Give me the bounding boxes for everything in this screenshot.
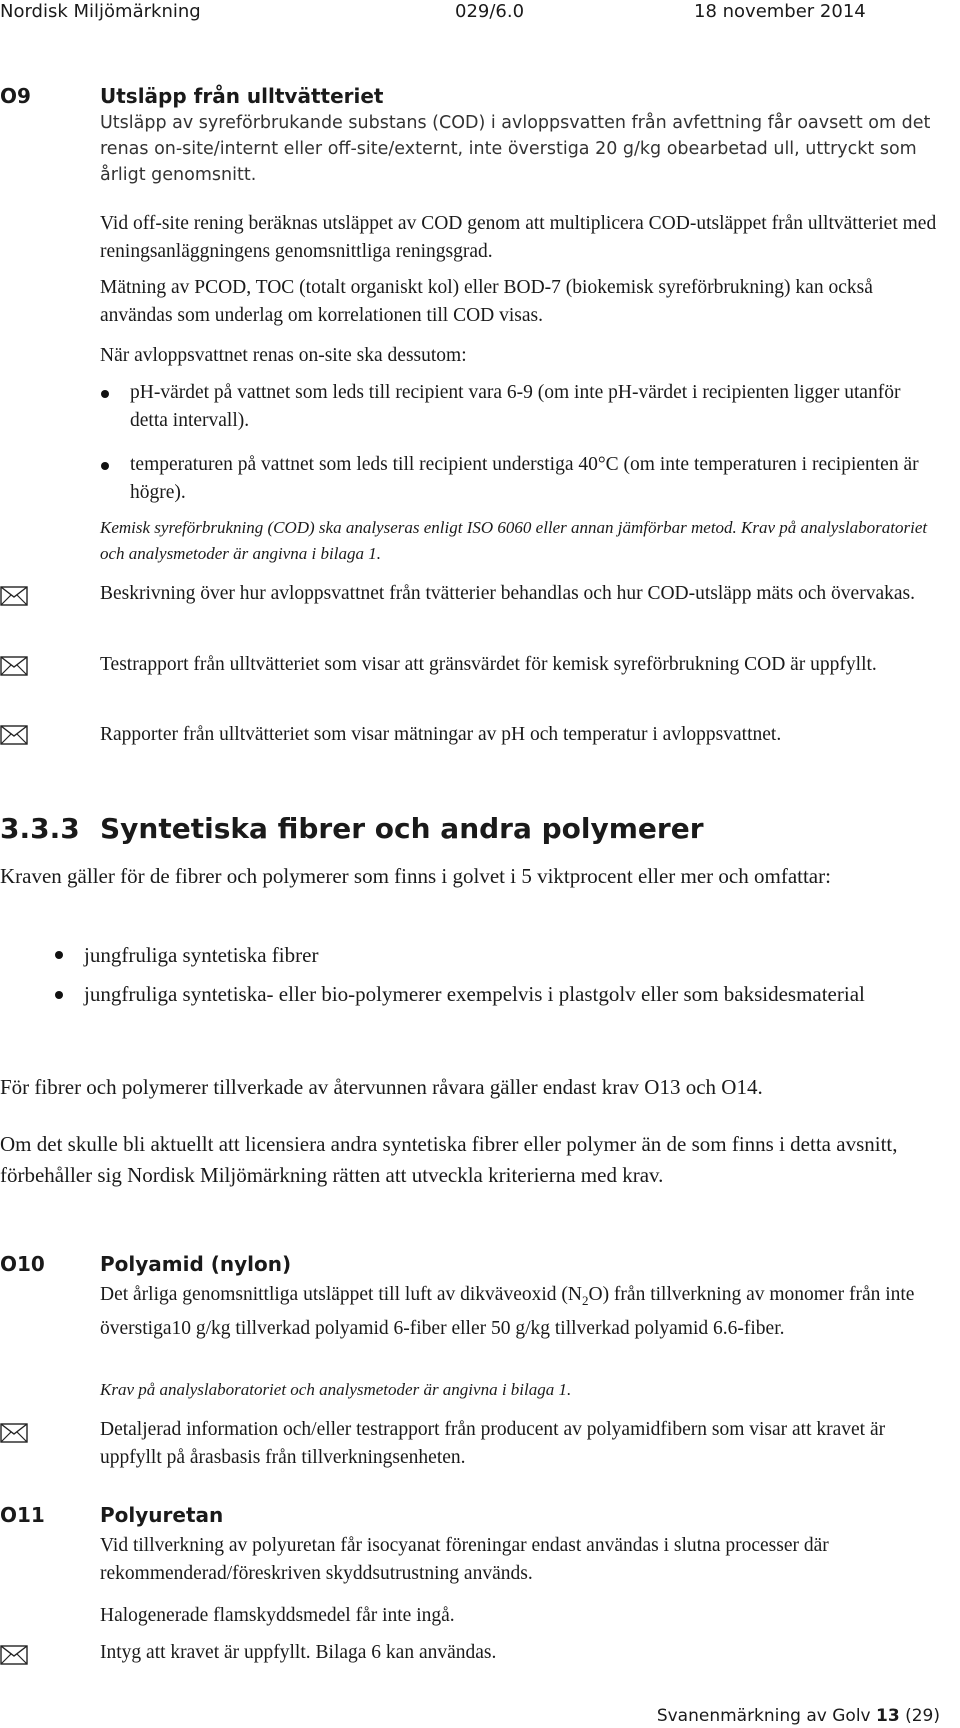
- requirement-id-o9: O9: [0, 84, 31, 108]
- o10-paragraph-1: [100, 1281, 950, 1343]
- o11-paragraph-1: Vid tillverkning av polyuretan får isocyanat föreningar endast användas i slutna processer där rekommenderad/föreskriven skyddsutrustning används.: [100, 1535, 829, 1584]
- envelope-icon: [0, 586, 28, 606]
- o9-paragraph-4: När avloppsvattnet renas on-site ska dessutom:: [100, 345, 467, 366]
- o11-doc: Intyg att kravet är uppfyllt. Bilaga 6 kan användas.: [100, 1642, 497, 1663]
- envelope-icon: [0, 1423, 28, 1443]
- o9-paragraph-3: Mätning av PCOD, TOC (totalt organiskt kol) eller BOD-7 (biokemisk syreförbrukning) kan också användas som underlag om korrelationen till COD visas.: [100, 277, 873, 326]
- section-heading: [0, 812, 704, 845]
- section-intro: Kraven gäller för de fibrer och polymerer som finns i golvet i 5 viktprocent eller mer och omfattar:: [0, 864, 831, 888]
- section-title: Syntetiska fibrer och andra polymerer: [100, 812, 704, 845]
- bullet-icon: [55, 991, 63, 999]
- o9-doc-3: Rapporter från ulltvätteriet som visar mätningar av pH och temperatur i avloppsvattnet.: [100, 724, 782, 745]
- o9-paragraph-1: Utsläpp av syreförbrukande substans (COD) i avloppsvatten från avfettning får oavsett om det renas on-site/internt eller off-site/externt, inte överstiga 20 g/kg obearbetad ull, uttryckt som årligt genomsnitt.: [100, 113, 931, 185]
- header-date: 18 november 2014: [694, 1, 866, 22]
- requirement-id-o10: O10: [0, 1252, 45, 1276]
- section-paragraph-2: För fibrer och polymerer tillverkade av återvunnen råvara gäller endast krav O13 och O14.: [0, 1075, 763, 1099]
- footer-page-total: (29): [905, 1706, 940, 1726]
- requirement-title-o11: Polyuretan: [100, 1503, 224, 1527]
- o9-note: Kemisk syreförbrukning (COD) ska analyseras enligt ISO 6060 eller annan jämförbar metod. Krav på analyslaboratoriet och analysmetoder är angivna i bilaga 1.: [100, 518, 928, 563]
- o9-bullet-2: temperaturen på vattnet som leds till recipient understiga 40°C (om inte temperaturen i recipienten är högre).: [130, 454, 919, 503]
- o9-bullet-1: pH-värdet på vattnet som leds till recipient vara 6-9 (om inte pH-värdet i recipienten ligger utanför detta intervall).: [130, 382, 901, 431]
- envelope-icon: [0, 1645, 28, 1665]
- requirement-title-o9: Utsläpp från ulltvätteriet: [100, 84, 384, 108]
- section-bullet-2: jungfruliga syntetiska- eller bio-polymerer exempelvis i plastgolv eller som baksidesmaterial: [84, 982, 865, 1006]
- o10-doc: Detaljerad information och/eller testrapport från producent av polyamidfibern som visar att kravet är uppfyllt på årasbasis från tillverkningsenheten.: [100, 1419, 886, 1468]
- o11-paragraph-2: Halogenerade flamskyddsmedel får inte ingå.: [100, 1605, 455, 1626]
- requirement-id-o11: O11: [0, 1503, 45, 1527]
- footer-label: Svanenmärkning av Golv: [656, 1706, 871, 1726]
- o10-text-b: O) från tillverkning av monomer från inte överstiga10 g/kg tillverkad polyamid 6-fiber eller 50 g/kg tillverkad polyamid 6.6-fiber.: [100, 1284, 915, 1339]
- bullet-icon: [101, 390, 109, 398]
- envelope-icon: [0, 656, 28, 676]
- page-footer: [657, 1706, 940, 1726]
- page-header: [0, 0, 960, 26]
- o10-text-a: Det årliga genomsnittliga utsläppet till luft av dikväveoxid (N: [100, 1284, 582, 1305]
- bullet-icon: [101, 462, 109, 470]
- o9-paragraph-2: Vid off-site rening beräknas utsläppet av COD genom att multiplicera COD-utsläppet från ulltvätteriet med reningsanläggningens genomsnittliga reningsgrad.: [100, 213, 937, 262]
- section-paragraph-3: Om det skulle bli aktuellt att licensiera andra syntetiska fibrer eller polymer än de som finns i detta avsnitt, förbehåller sig Nordisk Miljömärkning rätten att utveckla kriterierna med krav.: [0, 1132, 898, 1187]
- o10-subscript: 2: [581, 1292, 589, 1308]
- header-version: 029/6.0: [455, 1, 525, 22]
- o9-doc-2: Testrapport från ulltvätteriet som visar att gränsvärdet för kemisk syreförbrukning COD är uppfyllt.: [100, 654, 877, 675]
- section-bullet-1: jungfruliga syntetiska fibrer: [84, 943, 319, 967]
- o9-doc-1: Beskrivning över hur avloppsvattnet från tvätterier behandlas och hur COD-utsläpp mäts och övervakas.: [100, 583, 915, 604]
- header-org: Nordisk Miljömärkning: [0, 1, 201, 22]
- footer-page-number: 13: [876, 1706, 900, 1726]
- requirement-title-o10: Polyamid (nylon): [100, 1252, 292, 1276]
- bullet-icon: [55, 951, 63, 959]
- envelope-icon: [0, 725, 28, 745]
- section-number: 3.3.3: [0, 812, 80, 845]
- o10-note: Krav på analyslaboratoriet och analysmetoder är angivna i bilaga 1.: [100, 1380, 572, 1399]
